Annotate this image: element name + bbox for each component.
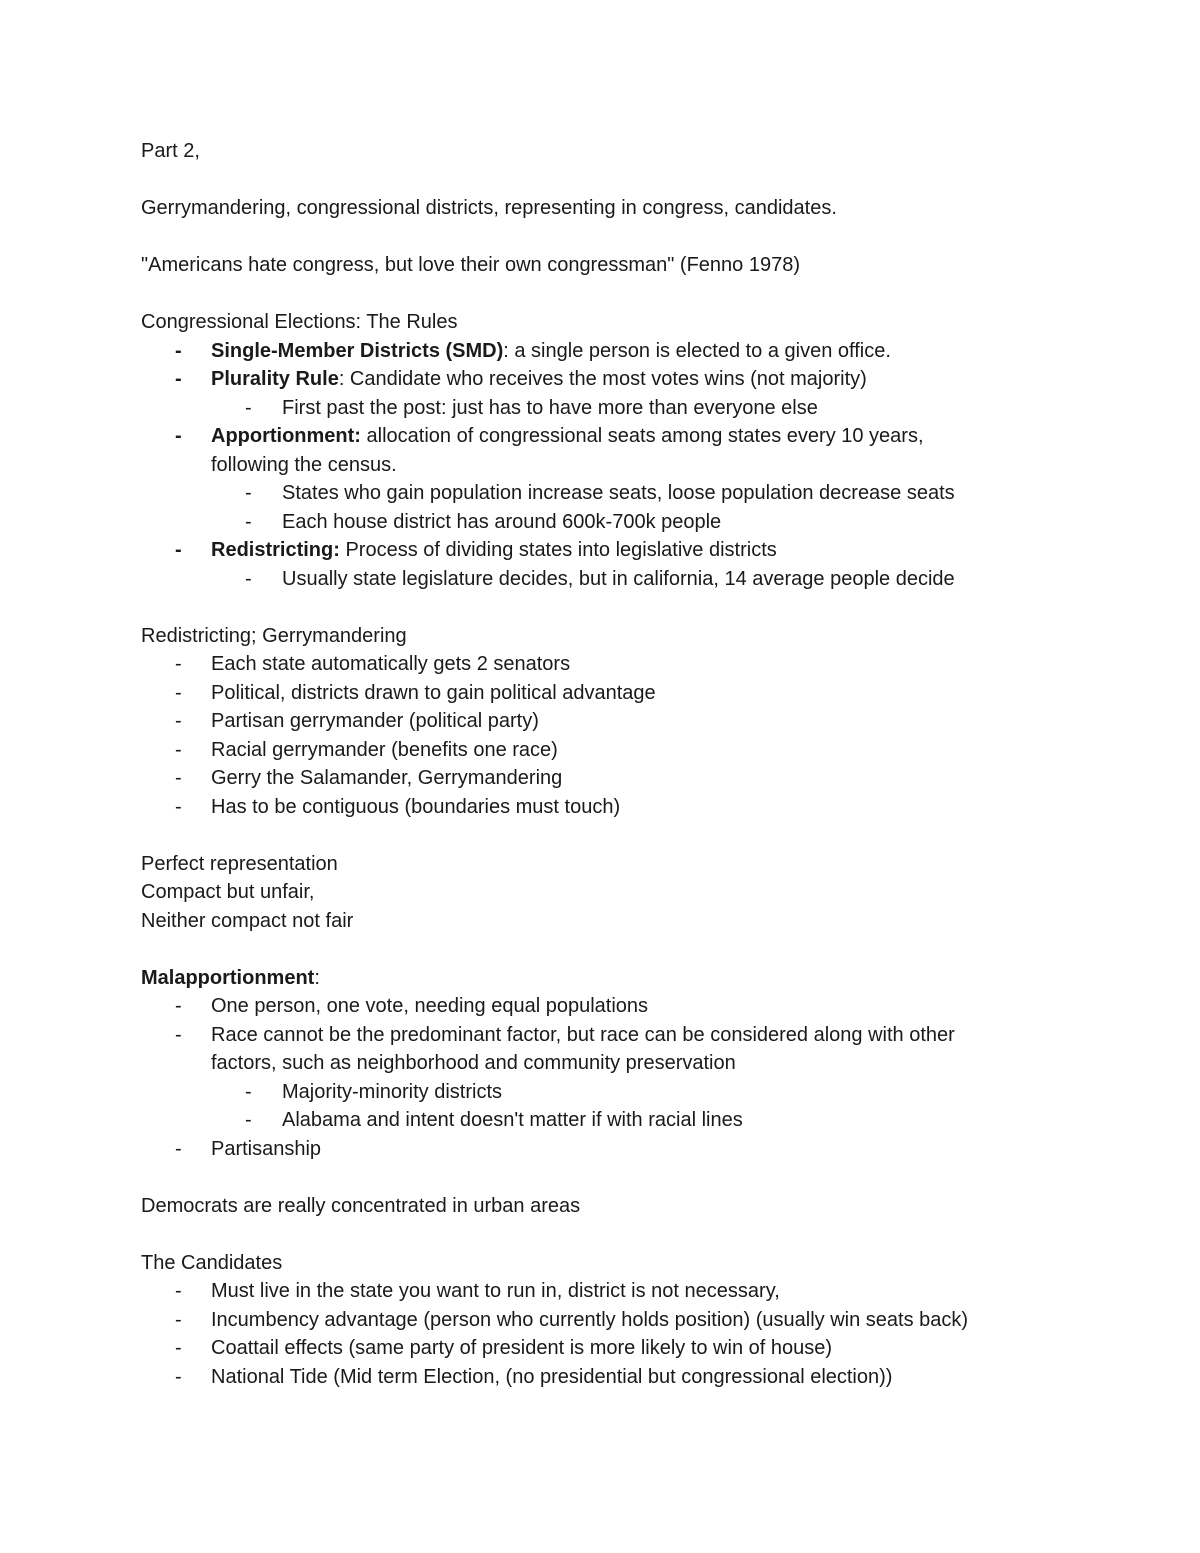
sub-item-plurality [141, 394, 1101, 423]
list-item-text: Partisan gerrymander (political party) [211, 710, 539, 732]
list-item-text: factors, such as neighborhood and community preservation [211, 1052, 736, 1074]
bullet-dash: - [245, 482, 252, 504]
bullet-dash: - [175, 1137, 182, 1160]
list-item-apportionment [141, 422, 1101, 451]
sub-item-apportionment-1 [141, 479, 1101, 508]
list-item-redistricting [141, 536, 1101, 565]
list-item [141, 992, 1101, 1021]
list-item-text: Each state automatically gets 2 senators [211, 653, 571, 675]
term-plurality: Plurality Rule [211, 368, 339, 390]
bullet-dash: - [245, 567, 252, 590]
bullet-dash: - [175, 1308, 182, 1331]
term-apportionment: Apportionment: [211, 425, 361, 447]
bullet-dash: - [175, 710, 182, 732]
list-item-apportionment-cont [141, 451, 1101, 480]
bullet-dash: - [175, 1023, 182, 1046]
sub-item [141, 1106, 1101, 1135]
list-item-smd [141, 337, 1101, 366]
list-item [141, 1306, 1101, 1335]
list-item [141, 1334, 1101, 1363]
spacer [141, 593, 1101, 622]
bullet-dash: - [175, 1280, 182, 1302]
list-item-text: Partisanship [211, 1137, 322, 1160]
list-item [141, 1021, 1101, 1050]
bullet-dash: - [245, 1080, 252, 1103]
list-item-cont [141, 1049, 1101, 1078]
list-item [141, 1277, 1101, 1306]
sub-item-redistricting [141, 565, 1101, 594]
text-redistricting: Process of dividing states into legislative districts [339, 539, 777, 561]
bullet-dash: - [175, 681, 182, 704]
spacer [141, 166, 1101, 195]
list-item-plurality [141, 365, 1101, 394]
section-heading-malapportionment [141, 964, 1101, 993]
spacer [141, 1220, 1101, 1249]
democrats-line: Democrats are really concentrated in urban areas [141, 1194, 581, 1217]
representation-line: Perfect representation [141, 852, 338, 875]
list-item [141, 1135, 1101, 1164]
bullet-dash: - [175, 368, 182, 390]
sub-item-text: Each house district has around 600k-700k people [282, 510, 722, 533]
section-heading-rules: Congressional Elections: The Rules [141, 311, 458, 333]
text-smd: : a single person is elected to a given office. [503, 339, 891, 362]
bullet-dash: - [175, 339, 182, 362]
term-malapportionment: Malapportionment [141, 966, 315, 989]
list-item [141, 650, 1101, 679]
sub-item-text: States who gain population increase seats, loose population decrease seats [282, 482, 955, 504]
section-heading-candidates: The Candidates [141, 1251, 283, 1274]
doc-topics: Gerrymandering, congressional districts, representing in congress, candidates. [141, 197, 837, 219]
sub-item-text: Majority-minority districts [282, 1080, 503, 1103]
sub-item-text: Usually state legislature decides, but in california, 14 average people decide [282, 567, 955, 590]
bullet-dash: - [175, 425, 182, 447]
representation-line: Neither compact not fair [141, 909, 354, 932]
spacer [141, 821, 1101, 850]
list-item-text: Must live in the state you want to run in, district is not necessary, [211, 1280, 780, 1302]
list-item [141, 793, 1101, 822]
spacer [141, 1163, 1101, 1192]
text-apportionment-cont: following the census. [211, 453, 397, 476]
list-item-text: National Tide (Mid term Election, (no presidential but congressional election)) [211, 1365, 893, 1388]
section-heading-gerrymandering: Redistricting; Gerrymandering [141, 624, 407, 647]
bullet-dash: - [245, 1109, 252, 1131]
bullet-dash: - [175, 1337, 182, 1359]
sub-item-text: First past the post: just has to have more than everyone else [282, 396, 818, 419]
bullet-dash: - [175, 653, 182, 675]
spacer [141, 223, 1101, 252]
sub-item [141, 1078, 1101, 1107]
term-smd: Single-Member Districts (SMD) [211, 339, 504, 362]
bullet-dash: - [175, 995, 182, 1017]
text-apportionment: allocation of congressional seats among states every 10 years, [360, 425, 924, 447]
list-item-text: Has to be contiguous (boundaries must touch) [211, 795, 621, 818]
document-page [141, 137, 1101, 1391]
list-item-text: Gerry the Salamander, Gerrymandering [211, 767, 563, 789]
list-item-text: Incumbency advantage (person who currently holds position) (usually win seats back) [211, 1308, 969, 1331]
spacer [141, 935, 1101, 964]
list-item [141, 707, 1101, 736]
list-item [141, 764, 1101, 793]
list-item-text: Coattail effects (same party of president is more likely to win of house) [211, 1337, 833, 1359]
list-item-text: Political, districts drawn to gain political advantage [211, 681, 656, 704]
list-item-text: One person, one vote, needing equal populations [211, 995, 649, 1017]
spacer [141, 280, 1101, 309]
bullet-dash: - [245, 510, 252, 533]
bullet-dash: - [245, 396, 252, 419]
list-item [141, 1363, 1101, 1392]
bullet-dash: - [175, 1365, 182, 1388]
list-item-text: Racial gerrymander (benefits one race) [211, 738, 558, 761]
list-item [141, 736, 1101, 765]
sub-item-text: Alabama and intent doesn't matter if with racial lines [282, 1109, 743, 1131]
bullet-dash: - [175, 767, 182, 789]
list-item-text: Race cannot be the predominant factor, but race can be considered along with other [211, 1023, 955, 1046]
list-item [141, 679, 1101, 708]
bullet-dash: - [175, 738, 182, 761]
doc-quote: "Americans hate congress, but love their own congressman" (Fenno 1978) [141, 254, 800, 276]
bullet-dash: - [175, 795, 182, 818]
doc-title: Part 2, [141, 140, 200, 162]
bullet-dash: - [175, 539, 182, 561]
representation-line: Compact but unfair, [141, 881, 315, 903]
term-redistricting: Redistricting: [211, 539, 340, 561]
heading-colon: : [314, 966, 320, 989]
sub-item-apportionment-2 [141, 508, 1101, 537]
text-plurality: : Candidate who receives the most votes wins (not majority) [338, 368, 867, 390]
